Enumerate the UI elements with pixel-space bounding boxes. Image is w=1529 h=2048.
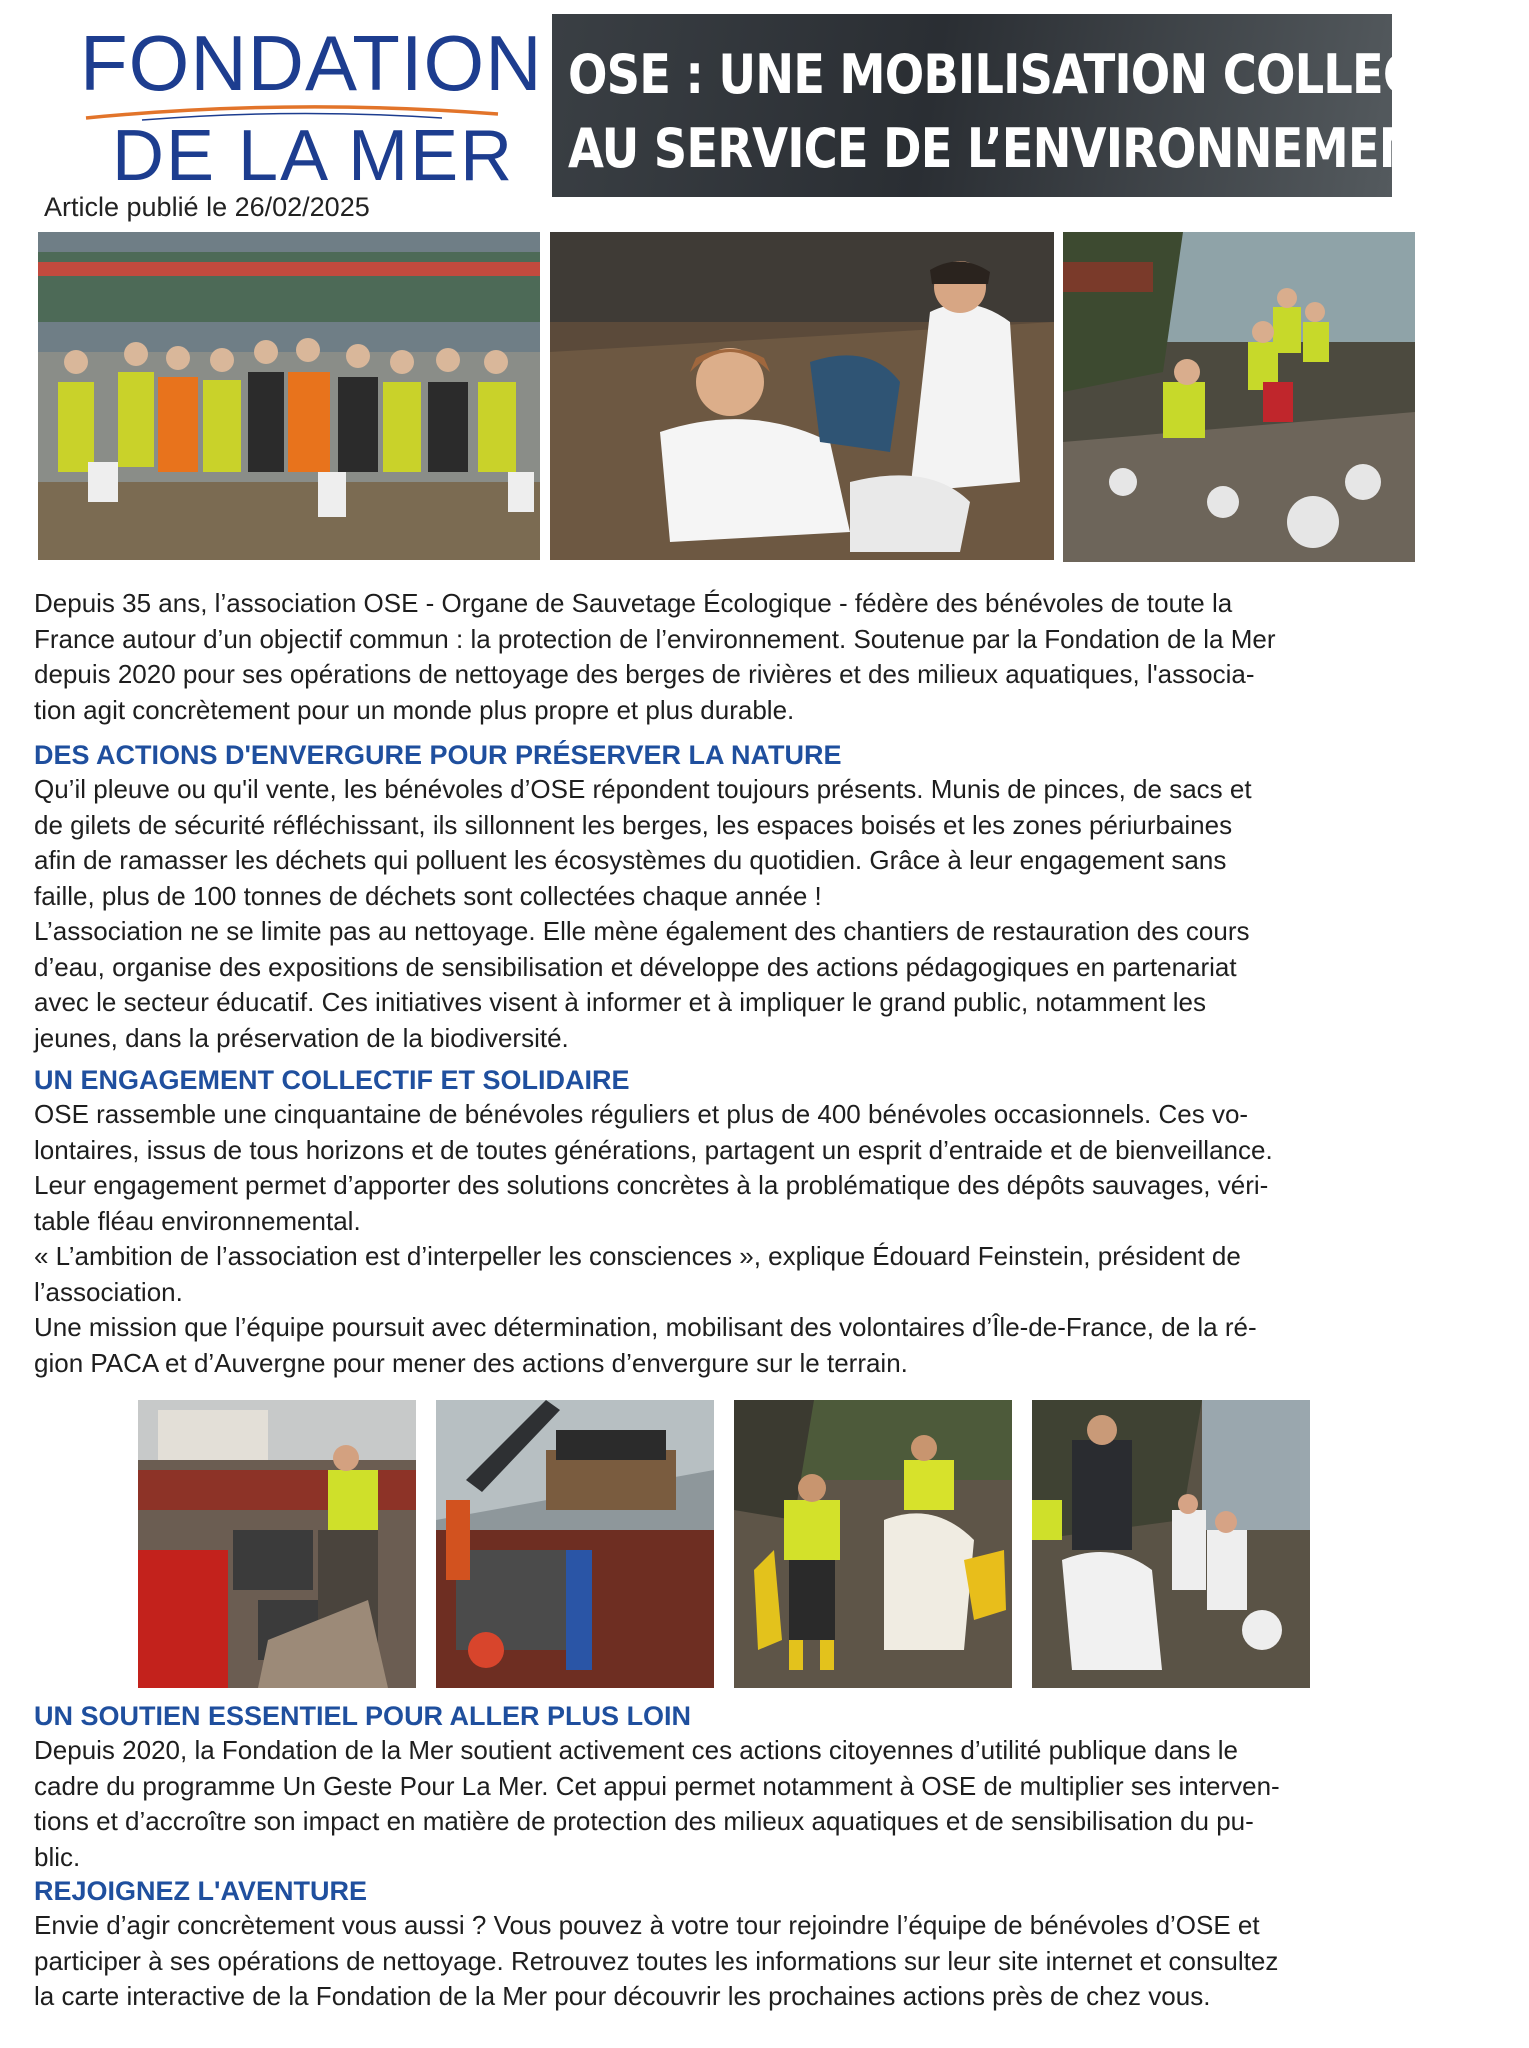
volunteers-cleanup-photo bbox=[550, 232, 1054, 560]
paragraph-line: faille, plus de 100 tonnes de déchets sont collectées chaque année ! bbox=[34, 880, 822, 911]
paragraph-line: d’eau, organise des expositions de sensibilisation et développe des actions pédagogiques en partenariat bbox=[34, 951, 1237, 982]
paragraph-line: « L’ambition de l’association est d’interpeller les consciences », explique Édouard Feinstein, président de bbox=[34, 1241, 1241, 1271]
logo-line2: DE LA MER bbox=[112, 116, 515, 196]
banner-title-line1: OSE : UNE MOBILISATION COLLECTIVE bbox=[568, 43, 1529, 106]
paragraph-line: afin de ramasser les déchets qui polluent les écosystèmes du quotidien. Grâce à leur engagement sans bbox=[34, 845, 1227, 875]
intro-line: depuis 2020 pour ses opérations de nettoyage des berges de rivières et des milieux aquatiques, l'associa- bbox=[34, 659, 1255, 689]
paragraph-line: participer à ses opérations de nettoyage. Retrouvez toutes les informations sur leur site internet et consultez bbox=[34, 1945, 1279, 1976]
paragraph-line: Envie d’agir concrètement vous aussi ? Vous pouvez à votre tour rejoindre l’équipe de bénévoles d’OSE et bbox=[34, 1910, 1260, 1940]
paragraph-line: Depuis 2020, la Fondation de la Mer soutient activement ces actions citoyennes d’utilité publique dans le bbox=[34, 1735, 1238, 1765]
section-support-paragraph bbox=[34, 1733, 1424, 1875]
section-join-paragraph bbox=[34, 1908, 1424, 2015]
section-actions-paragraph bbox=[34, 772, 1424, 1056]
volunteers-bags-photo bbox=[734, 1400, 1012, 1688]
section-heading-engagement: UN ENGAGEMENT COLLECTIF ET SOLIDAIRE bbox=[34, 1065, 630, 1095]
publication-date: Article publié le 26/02/2025 bbox=[44, 192, 370, 222]
crane-lifting-waste-photo bbox=[436, 1400, 714, 1688]
logo-line1: FONDATION bbox=[80, 19, 543, 107]
paragraph-line: table fléau environnemental. bbox=[34, 1205, 361, 1236]
paragraph-line: la carte interactive de la Fondation de la Mer pour découvrir les prochaines actions près de chez vous. bbox=[34, 1981, 1211, 2011]
paragraph-line: de gilets de sécurité réfléchissant, ils sillonnent les berges, les espaces boisés et les zones périurbaines bbox=[34, 809, 1233, 840]
paragraph-line: OSE rassemble une cinquantaine de bénévoles réguliers et plus de 400 bénévoles occasionnels. Ces vo- bbox=[34, 1099, 1249, 1129]
section-heading-support: UN SOUTIEN ESSENTIEL POUR ALLER PLUS LOIN bbox=[34, 1701, 692, 1731]
intro-line: tion agit concrètement pour un monde plus propre et plus durable. bbox=[34, 694, 795, 725]
waste-container-photo bbox=[138, 1400, 416, 1688]
intro-line: Depuis 35 ans, l’association OSE - Organe de Sauvetage Écologique - fédère des bénévoles de toute la bbox=[34, 588, 1233, 618]
paragraph-line: l’association. bbox=[34, 1276, 183, 1307]
paragraph-line: Une mission que l’équipe poursuit avec détermination, mobilisant des volontaires d’Île-de-France, de la ré- bbox=[34, 1312, 1257, 1342]
paragraph-line: L’association ne se limite pas au nettoyage. Elle mène également des chantiers de restauration des cours bbox=[34, 916, 1250, 946]
paragraph-line: avec le secteur éducatif. Ces initiatives visent à informer et à impliquer le grand public, notamment les bbox=[34, 987, 1207, 1017]
paragraph-line: Qu’il pleuve ou qu'il vente, les bénévoles d’OSE répondent toujours présents. Munis de pinces, de sacs et bbox=[34, 774, 1252, 804]
section-heading-join: REJOIGNEZ L'AVENTURE bbox=[34, 1876, 367, 1906]
paragraph-line: Leur engagement permet d’apporter des solutions concrètes à la problématique des dépôts sauvages, véri- bbox=[34, 1170, 1269, 1200]
fondation-de-la-mer-logo bbox=[76, 19, 543, 196]
section-heading-actions: DES ACTIONS D'ENVERGURE POUR PRÉSERVER LA NATURE bbox=[34, 740, 842, 770]
paragraph-line: tions et d’accroître son impact en matière de protection des milieux aquatiques et de sensibilisation du pu- bbox=[34, 1806, 1254, 1836]
banner-title-line2: AU SERVICE DE L’ENVIRONNEMENT bbox=[568, 117, 1448, 180]
riverbank-cleanup-photo bbox=[1063, 232, 1415, 562]
paragraph-line: cadre du programme Un Geste Pour La Mer. Cet appui permet notamment à OSE de multiplier ses interven- bbox=[34, 1770, 1280, 1801]
paragraph-line: lontaires, issus de tous horizons et de toutes générations, partagent un esprit d’entraide et de bienveillance. bbox=[34, 1134, 1273, 1165]
riverbank-volunteers-photo bbox=[1032, 1400, 1310, 1688]
volunteers-group-photo bbox=[38, 232, 540, 560]
paragraph-line: jeunes, dans la préservation de la biodiversité. bbox=[34, 1022, 569, 1053]
paragraph-line: blic. bbox=[34, 1841, 81, 1872]
intro-line: France autour d’un objectif commun : la protection de l’environnement. Soutenue par la Fondation de la Mer bbox=[34, 623, 1276, 654]
title-banner bbox=[552, 14, 1529, 197]
intro-paragraph bbox=[34, 586, 1424, 728]
section-engagement-paragraph bbox=[34, 1097, 1424, 1381]
paragraph-line: gion PACA et d’Auvergne pour mener des actions d’envergure sur le terrain. bbox=[34, 1347, 908, 1378]
